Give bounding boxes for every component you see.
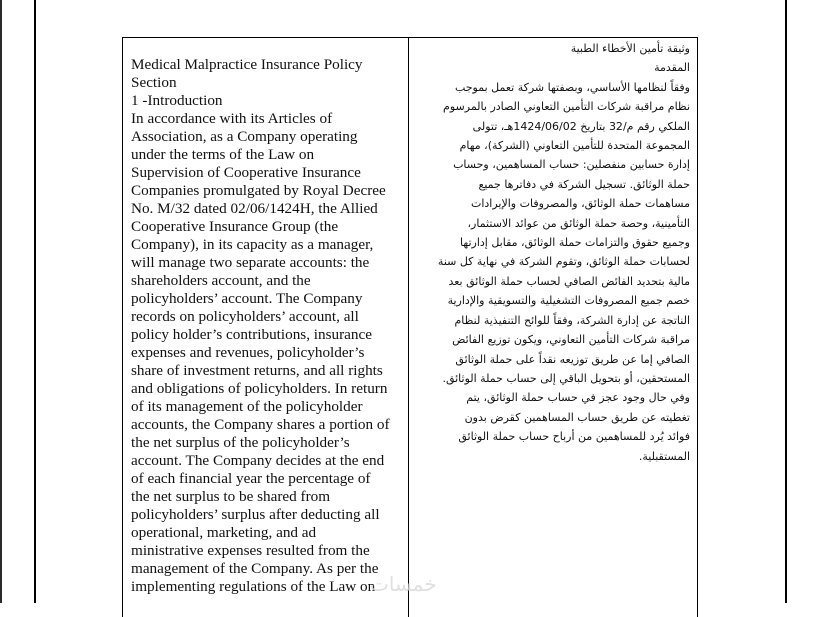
body-line: the net surplus of the policyholder’s (131, 434, 350, 451)
body-line: under the terms of the Law on (131, 146, 315, 163)
arabic-body-line: فوائد يُرد للمساهمين من أرباح حساب حملة الوثائق (458, 430, 690, 444)
arabic-body-line: إدارة حسابين منفصلين: حساب المساهمين، وحساب (453, 158, 690, 172)
section-heading: 1 -Introduction (131, 92, 223, 109)
arabic-body-line: وفي حال وجود عجز في حساب حملة الوثائق، يتم (466, 391, 690, 405)
arabic-section-heading: المقدمة (654, 61, 690, 75)
body-line: accounts, the Company shares a portion of (131, 416, 390, 433)
body-line: share of investment returns, and all rights (131, 362, 383, 379)
arabic-body-line: وفقاً لنظامها الأساسي، وبصفتها شركة تعمل بموجب (454, 80, 690, 94)
body-line: policy holder’s contributions, insurance (131, 326, 372, 343)
body-line: and obligations of policyholders. In return (131, 380, 388, 397)
arabic-body-line: نظام مراقبة شركات التأمين التعاوني الصادر بالمرسوم (443, 100, 690, 114)
arabic-body-line: حملة الوثائق. تسجيل الشركة في دفاترها جميع (478, 177, 690, 191)
arabic-body-line: تغطيته عن طريق حساب المساهمين كقرض بدون (464, 410, 690, 424)
arabic-body-line: مساهمات حملة الوثائق، والمصروفات والإيرادات (470, 197, 690, 211)
arabic-body-line: التأمينية، وحصة حملة الوثائق من عوائد الاستثمار، (467, 216, 690, 230)
body-line: In accordance with its Articles of (131, 110, 333, 127)
page-right-border (785, 0, 787, 603)
english-column (123, 38, 409, 617)
body-line: records on policyholders’ account, all (131, 308, 359, 325)
body-line: the net surplus to be shared from (131, 488, 331, 505)
body-line: management of the Company. As per the (131, 560, 379, 577)
body-line: account. The Company decides at the end (131, 452, 385, 469)
arabic-body-line: الملكي رقم م/32 بتاريخ 1424/06/02هـ، تتولى (472, 119, 690, 133)
body-line: policyholders’ surplus after deducting all (131, 506, 380, 523)
body-line: of its management of the policyholder (131, 398, 363, 415)
body-line: of each financial year the percentage of (131, 470, 371, 487)
arabic-body-line: مالية بتحديد الفائض الصافي لحساب حملة الوثائق بعد (448, 274, 690, 288)
arabic-column (409, 38, 697, 617)
body-line: Companies promulgated by Royal Decree (131, 182, 386, 199)
watermark-logo: خمسات (370, 572, 437, 596)
body-line: will manage two separate accounts: the (131, 254, 370, 271)
arabic-body-line: خصم جميع المصروفات التشغيلية والتسويقية والإدارية (447, 294, 690, 308)
arabic-body-line: المستقبلية. (638, 449, 690, 463)
arabic-body-line: المستحقين، أو بتحويل الباقي إلى حساب حملة الوثائق. (442, 371, 690, 385)
body-line: Supervision of Cooperative Insurance (131, 164, 361, 181)
page-left-border (34, 0, 36, 603)
arabic-body-line: مراقبة شركات التأمين التعاوني، ويكون توزيع الفائض (452, 333, 690, 347)
body-line: shareholders account, and the (131, 272, 311, 289)
body-line: expenses and revenues, policyholder’s (131, 344, 365, 361)
section-label: Section (131, 74, 177, 91)
arabic-policy-title: وثيقة تأمين الأخطاء الطبية (570, 42, 690, 55)
arabic-body-line: لحسابات حملة الوثائق، وتقوم الشركة في نهاية كل سنة (437, 255, 690, 269)
body-line: No. M/32 dated 02/06/1424H, the Allied (131, 200, 378, 217)
bilingual-policy-table (122, 37, 698, 617)
arabic-body-line: المجموعة المتحدة للتأمين التعاوني (الشركة)، مهام (459, 139, 690, 153)
body-line: Association, as a Company operating (131, 128, 358, 145)
body-line: Cooperative Insurance Group (the (131, 218, 339, 235)
body-line: policyholders’ account. The Company (131, 290, 363, 307)
arabic-body-line: الصافي إما عن طريق توزيعه نقداً على حملة الوثائق (455, 352, 690, 366)
body-line: implementing regulations of the Law on (131, 578, 376, 595)
body-line: Company), in its capacity as a manager, (131, 236, 374, 253)
body-line: ministrative expenses resulted from the (131, 542, 370, 559)
arabic-body-line: وجميع حقوق والتزامات حملة الوثائق، مقابل إدارتها (460, 236, 690, 250)
arabic-body-line: الناتجة عن إدارة الشركة، وفقاً للوائح التنفيذية لنظام (454, 313, 690, 327)
window-edge-strip (0, 0, 2, 603)
policy-title: Medical Malpractice Insurance Policy (131, 56, 363, 73)
body-line: operational, marketing, and ad (131, 524, 317, 541)
